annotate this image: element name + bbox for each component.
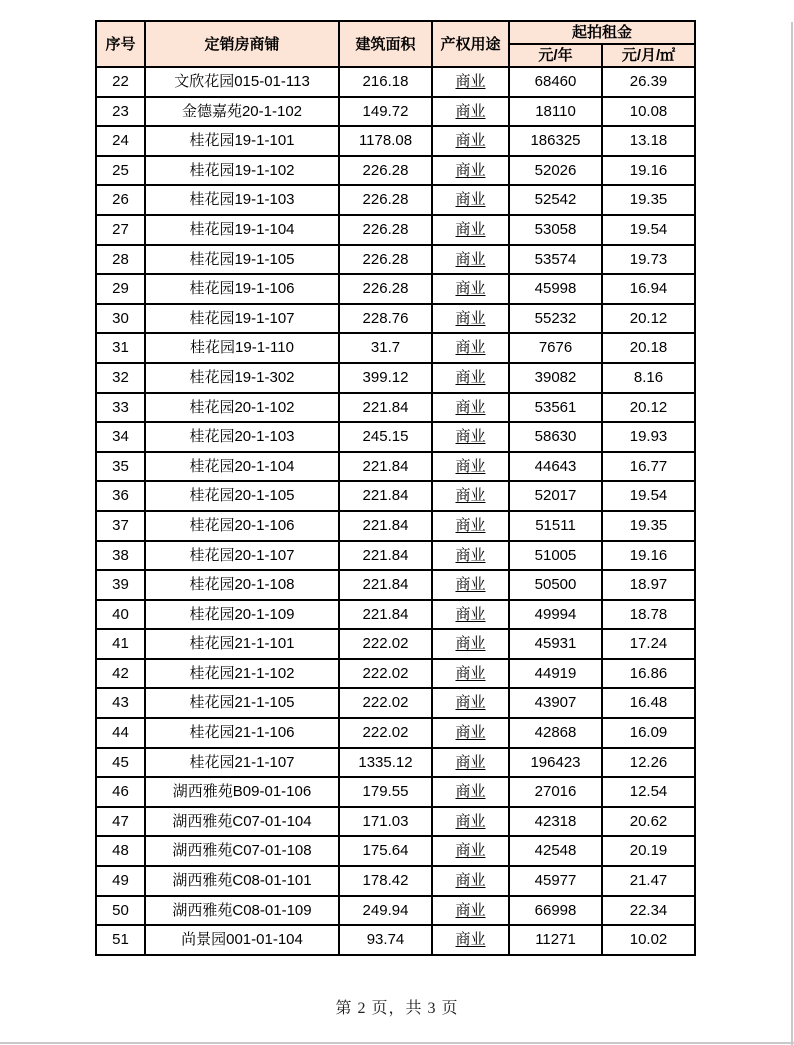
cell-rent-month-sqm: 19.35 (602, 185, 695, 215)
cell-shop: 桂花园20-1-109 (145, 600, 339, 630)
cell-area: 178.42 (339, 866, 432, 896)
cell-rent-year: 42548 (509, 836, 602, 866)
table-header (96, 21, 695, 67)
cell-shop: 桂花园20-1-106 (145, 511, 339, 541)
table-row (96, 304, 695, 334)
cell-shop: 桂花园20-1-104 (145, 452, 339, 482)
cell-rent-year: 186325 (509, 126, 602, 156)
table-row (96, 422, 695, 452)
cell-rent-year: 45977 (509, 866, 602, 896)
cell-no: 37 (96, 511, 145, 541)
cell-rent-month-sqm: 20.62 (602, 807, 695, 837)
cell-usage: 商业 (432, 541, 509, 571)
col-header-rent-group: 起拍租金 (509, 21, 695, 44)
cell-no: 22 (96, 67, 145, 97)
cell-usage: 商业 (432, 718, 509, 748)
cell-rent-year: 49994 (509, 600, 602, 630)
cell-usage: 商业 (432, 422, 509, 452)
cell-no: 46 (96, 777, 145, 807)
cell-shop: 桂花园20-1-107 (145, 541, 339, 571)
cell-rent-year: 52542 (509, 185, 602, 215)
cell-usage: 商业 (432, 156, 509, 186)
cell-rent-year: 53058 (509, 215, 602, 245)
cell-area: 221.84 (339, 481, 432, 511)
cell-shop: 桂花园21-1-105 (145, 688, 339, 718)
col-header-usage: 产权用途 (432, 21, 509, 67)
cell-area: 31.7 (339, 333, 432, 363)
cell-shop: 湖西雅苑B09-01-106 (145, 777, 339, 807)
cell-no: 51 (96, 925, 145, 955)
cell-shop: 桂花园19-1-104 (145, 215, 339, 245)
cell-usage: 商业 (432, 600, 509, 630)
cell-usage: 商业 (432, 185, 509, 215)
table-row (96, 777, 695, 807)
table-row (96, 215, 695, 245)
cell-usage: 商业 (432, 777, 509, 807)
cell-rent-month-sqm: 22.34 (602, 896, 695, 926)
cell-usage: 商业 (432, 215, 509, 245)
cell-rent-month-sqm: 21.47 (602, 866, 695, 896)
cell-shop: 桂花园20-1-108 (145, 570, 339, 600)
cell-usage: 商业 (432, 304, 509, 334)
cell-usage: 商业 (432, 925, 509, 955)
table-row (96, 333, 695, 363)
cell-shop: 桂花园19-1-103 (145, 185, 339, 215)
cell-usage: 商业 (432, 97, 509, 127)
table-row (96, 866, 695, 896)
cell-shop: 桂花园19-1-102 (145, 156, 339, 186)
table-row (96, 67, 695, 97)
table-row (96, 481, 695, 511)
cell-rent-year: 42868 (509, 718, 602, 748)
cell-no: 42 (96, 659, 145, 689)
table-row (96, 511, 695, 541)
cell-no: 34 (96, 422, 145, 452)
table-row (96, 659, 695, 689)
cell-rent-year: 42318 (509, 807, 602, 837)
cell-rent-year: 43907 (509, 688, 602, 718)
cell-area: 399.12 (339, 363, 432, 393)
table-body (96, 67, 695, 955)
cell-rent-year: 39082 (509, 363, 602, 393)
col-header-rent-per-month-sqm: 元/月/㎡ (602, 44, 695, 67)
cell-shop: 文欣花园015-01-113 (145, 67, 339, 97)
cell-no: 28 (96, 245, 145, 275)
cell-rent-month-sqm: 10.08 (602, 97, 695, 127)
table-row (96, 748, 695, 778)
cell-area: 226.28 (339, 185, 432, 215)
rent-table (95, 20, 696, 956)
table-row (96, 185, 695, 215)
cell-rent-month-sqm: 16.86 (602, 659, 695, 689)
cell-rent-month-sqm: 10.02 (602, 925, 695, 955)
cell-rent-year: 27016 (509, 777, 602, 807)
cell-area: 249.94 (339, 896, 432, 926)
cell-area: 1178.08 (339, 126, 432, 156)
cell-rent-month-sqm: 12.26 (602, 748, 695, 778)
cell-usage: 商业 (432, 836, 509, 866)
cell-shop: 湖西雅苑C07-01-108 (145, 836, 339, 866)
cell-usage: 商业 (432, 274, 509, 304)
cell-rent-year: 53574 (509, 245, 602, 275)
cell-rent-year: 45931 (509, 629, 602, 659)
cell-rent-year: 7676 (509, 333, 602, 363)
cell-rent-year: 68460 (509, 67, 602, 97)
cell-area: 245.15 (339, 422, 432, 452)
cell-usage: 商业 (432, 570, 509, 600)
table-row (96, 156, 695, 186)
cell-shop: 桂花园21-1-101 (145, 629, 339, 659)
cell-rent-year: 66998 (509, 896, 602, 926)
cell-rent-year: 58630 (509, 422, 602, 452)
table-row (96, 245, 695, 275)
cell-no: 48 (96, 836, 145, 866)
col-header-shop: 定销房商铺 (145, 21, 339, 67)
cell-shop: 桂花园19-1-107 (145, 304, 339, 334)
cell-area: 221.84 (339, 511, 432, 541)
cell-rent-month-sqm: 19.54 (602, 481, 695, 511)
table-row (96, 393, 695, 423)
cell-no: 24 (96, 126, 145, 156)
cell-rent-year: 18110 (509, 97, 602, 127)
cell-no: 40 (96, 600, 145, 630)
cell-rent-year: 196423 (509, 748, 602, 778)
col-header-rent-per-year: 元/年 (509, 44, 602, 67)
cell-no: 23 (96, 97, 145, 127)
cell-rent-month-sqm: 16.09 (602, 718, 695, 748)
cell-area: 226.28 (339, 156, 432, 186)
cell-usage: 商业 (432, 688, 509, 718)
cell-usage: 商业 (432, 629, 509, 659)
cell-shop: 湖西雅苑C08-01-109 (145, 896, 339, 926)
cell-no: 26 (96, 185, 145, 215)
cell-rent-year: 44919 (509, 659, 602, 689)
cell-area: 221.84 (339, 570, 432, 600)
col-header-serial: 序号 (96, 21, 145, 67)
col-header-area: 建筑面积 (339, 21, 432, 67)
cell-shop: 桂花园19-1-101 (145, 126, 339, 156)
cell-usage: 商业 (432, 511, 509, 541)
cell-no: 32 (96, 363, 145, 393)
cell-rent-month-sqm: 20.12 (602, 393, 695, 423)
cell-no: 49 (96, 866, 145, 896)
cell-area: 171.03 (339, 807, 432, 837)
cell-no: 30 (96, 304, 145, 334)
cell-rent-month-sqm: 18.78 (602, 600, 695, 630)
table-row (96, 688, 695, 718)
cell-no: 35 (96, 452, 145, 482)
cell-usage: 商业 (432, 452, 509, 482)
table-row (96, 896, 695, 926)
cell-usage: 商业 (432, 126, 509, 156)
cell-area: 1335.12 (339, 748, 432, 778)
page-edge-bottom (0, 1042, 794, 1044)
cell-rent-month-sqm: 20.19 (602, 836, 695, 866)
cell-shop: 桂花园20-1-103 (145, 422, 339, 452)
cell-rent-year: 52026 (509, 156, 602, 186)
cell-usage: 商业 (432, 333, 509, 363)
cell-rent-month-sqm: 19.54 (602, 215, 695, 245)
cell-no: 43 (96, 688, 145, 718)
cell-no: 36 (96, 481, 145, 511)
cell-no: 27 (96, 215, 145, 245)
cell-no: 39 (96, 570, 145, 600)
cell-usage: 商业 (432, 748, 509, 778)
cell-rent-month-sqm: 18.97 (602, 570, 695, 600)
cell-rent-month-sqm: 17.24 (602, 629, 695, 659)
cell-shop: 湖西雅苑C07-01-104 (145, 807, 339, 837)
cell-usage: 商业 (432, 481, 509, 511)
cell-rent-month-sqm: 16.48 (602, 688, 695, 718)
cell-area: 93.74 (339, 925, 432, 955)
cell-no: 47 (96, 807, 145, 837)
cell-area: 222.02 (339, 718, 432, 748)
cell-rent-year: 45998 (509, 274, 602, 304)
cell-rent-month-sqm: 19.16 (602, 156, 695, 186)
cell-rent-year: 52017 (509, 481, 602, 511)
cell-rent-month-sqm: 13.18 (602, 126, 695, 156)
table-row (96, 836, 695, 866)
cell-area: 221.84 (339, 600, 432, 630)
cell-rent-month-sqm: 20.18 (602, 333, 695, 363)
cell-shop: 桂花园19-1-110 (145, 333, 339, 363)
cell-usage: 商业 (432, 67, 509, 97)
page-footer: 第 2 页，共 3 页 (335, 1000, 459, 1017)
cell-area: 221.84 (339, 393, 432, 423)
cell-rent-month-sqm: 19.93 (602, 422, 695, 452)
cell-area: 216.18 (339, 67, 432, 97)
cell-shop: 桂花园19-1-106 (145, 274, 339, 304)
table-row (96, 452, 695, 482)
header-row-1 (96, 21, 695, 44)
cell-no: 29 (96, 274, 145, 304)
cell-no: 38 (96, 541, 145, 571)
cell-usage: 商业 (432, 807, 509, 837)
cell-rent-year: 53561 (509, 393, 602, 423)
cell-usage: 商业 (432, 896, 509, 926)
cell-area: 221.84 (339, 452, 432, 482)
cell-area: 226.28 (339, 245, 432, 275)
cell-rent-year: 44643 (509, 452, 602, 482)
cell-shop: 湖西雅苑C08-01-101 (145, 866, 339, 896)
table-row (96, 925, 695, 955)
cell-no: 44 (96, 718, 145, 748)
cell-rent-year: 11271 (509, 925, 602, 955)
cell-area: 228.76 (339, 304, 432, 334)
cell-no: 33 (96, 393, 145, 423)
cell-no: 50 (96, 896, 145, 926)
cell-rent-year: 55232 (509, 304, 602, 334)
cell-area: 221.84 (339, 541, 432, 571)
table-row (96, 629, 695, 659)
cell-rent-month-sqm: 19.73 (602, 245, 695, 275)
table-row (96, 541, 695, 571)
cell-area: 222.02 (339, 629, 432, 659)
cell-usage: 商业 (432, 393, 509, 423)
cell-rent-month-sqm: 26.39 (602, 67, 695, 97)
cell-usage: 商业 (432, 659, 509, 689)
table-row (96, 807, 695, 837)
table-row (96, 363, 695, 393)
cell-shop: 桂花园19-1-105 (145, 245, 339, 275)
cell-rent-month-sqm: 12.54 (602, 777, 695, 807)
table-row (96, 718, 695, 748)
cell-rent-month-sqm: 8.16 (602, 363, 695, 393)
cell-no: 25 (96, 156, 145, 186)
cell-rent-year: 51511 (509, 511, 602, 541)
cell-area: 179.55 (339, 777, 432, 807)
cell-area: 175.64 (339, 836, 432, 866)
cell-usage: 商业 (432, 363, 509, 393)
cell-shop: 桂花园21-1-107 (145, 748, 339, 778)
cell-usage: 商业 (432, 866, 509, 896)
cell-no: 41 (96, 629, 145, 659)
cell-rent-month-sqm: 16.77 (602, 452, 695, 482)
cell-shop: 桂花园20-1-105 (145, 481, 339, 511)
cell-area: 226.28 (339, 215, 432, 245)
table-row (96, 570, 695, 600)
cell-shop: 桂花园20-1-102 (145, 393, 339, 423)
table-row (96, 274, 695, 304)
cell-usage: 商业 (432, 245, 509, 275)
cell-shop: 金德嘉苑20-1-102 (145, 97, 339, 127)
cell-area: 149.72 (339, 97, 432, 127)
page-edge-right (791, 22, 793, 1045)
cell-area: 222.02 (339, 659, 432, 689)
table-row (96, 600, 695, 630)
cell-rent-month-sqm: 16.94 (602, 274, 695, 304)
cell-area: 222.02 (339, 688, 432, 718)
cell-area: 226.28 (339, 274, 432, 304)
cell-shop: 尚景园001-01-104 (145, 925, 339, 955)
cell-shop: 桂花园21-1-106 (145, 718, 339, 748)
cell-rent-month-sqm: 20.12 (602, 304, 695, 334)
table-row (96, 126, 695, 156)
cell-no: 31 (96, 333, 145, 363)
cell-rent-month-sqm: 19.35 (602, 511, 695, 541)
cell-rent-month-sqm: 19.16 (602, 541, 695, 571)
cell-shop: 桂花园21-1-102 (145, 659, 339, 689)
cell-rent-year: 51005 (509, 541, 602, 571)
cell-rent-year: 50500 (509, 570, 602, 600)
table-row (96, 97, 695, 127)
cell-shop: 桂花园19-1-302 (145, 363, 339, 393)
cell-no: 45 (96, 748, 145, 778)
